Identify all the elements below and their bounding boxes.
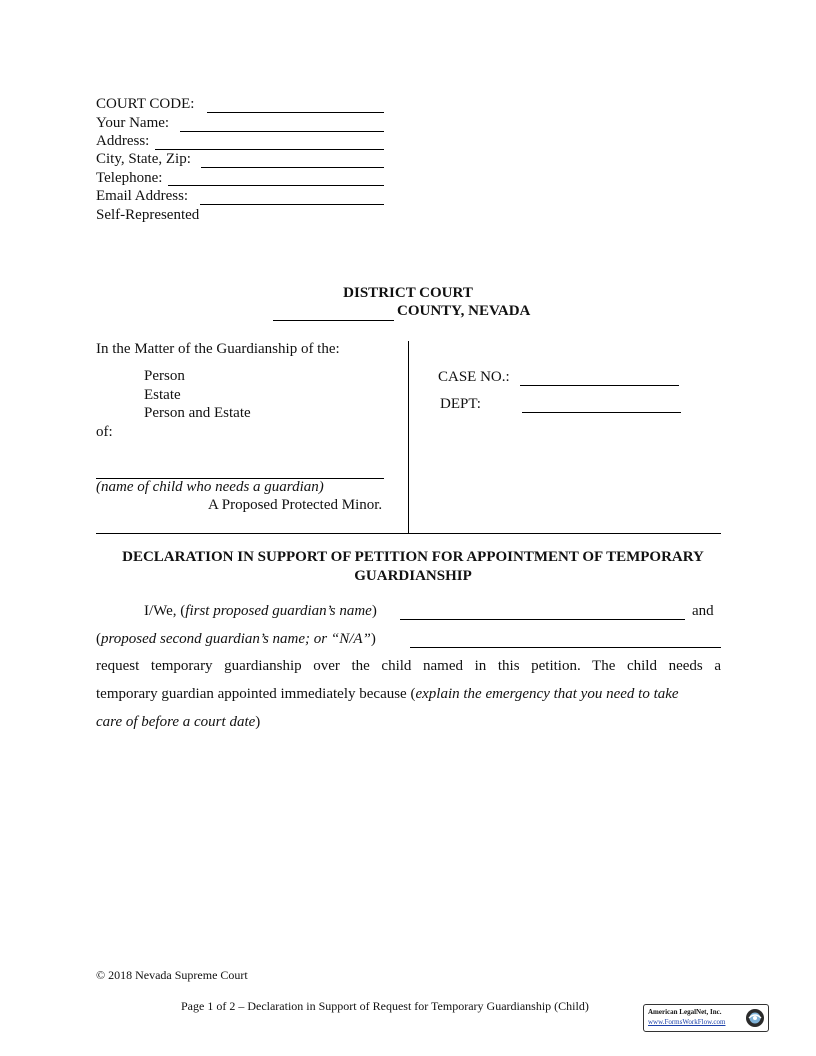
telephone-label: Telephone: (96, 170, 163, 186)
body-l1-prefix: I/We, ( (144, 603, 186, 619)
logo-line-1: American LegalNet, Inc. (648, 1008, 722, 1016)
caption-divider (408, 341, 409, 534)
body-l4-italic: explain the emergency that you need to take (415, 686, 679, 702)
telephone-line[interactable] (168, 185, 384, 186)
court-code-label: COURT CODE: (96, 96, 195, 112)
caption-bottom-rule (96, 533, 721, 534)
body-l5-close: ) (255, 714, 261, 730)
dept-label: DEPT: (440, 396, 481, 412)
first-guardian-line[interactable] (400, 619, 685, 620)
city-state-zip-label: City, State, Zip: (96, 151, 191, 167)
body-l2-italic: proposed second guardian’s name; or “N/A” (101, 631, 371, 647)
option-person[interactable]: Person (144, 368, 185, 384)
child-hint: (name of child who needs a guardian) (96, 479, 324, 495)
minor-label: A Proposed Protected Minor. (208, 497, 383, 513)
page-footer-text: Page 1 of 2 – Declaration in Support of Request for Temporary Guardianship (Child) (181, 999, 589, 1013)
body-line-1 (144, 603, 377, 620)
body-line-2 (96, 631, 376, 648)
county-label: COUNTY, NEVADA (397, 303, 531, 319)
document-title-line1: DECLARATION IN SUPPORT OF PETITION FOR APPOINTMENT OF TEMPORARY (122, 549, 704, 565)
matter-text: In the Matter of the Guardianship of the: (96, 341, 340, 357)
dept-line[interactable] (522, 412, 681, 413)
logo-line-2: www.FormsWorkFlow.com (648, 1018, 726, 1026)
county-name-line[interactable] (273, 320, 394, 321)
address-label: Address: (96, 133, 150, 149)
city-state-zip-line[interactable] (201, 167, 384, 168)
body-line-5 (96, 714, 260, 731)
court-code-line[interactable] (207, 112, 384, 113)
body-l2-open: ( (96, 631, 101, 647)
body-l1-and: and (692, 603, 714, 619)
option-estate[interactable]: Estate (144, 387, 181, 403)
legalnet-logo (643, 1004, 769, 1032)
document-title-line2: GUARDIANSHIP (354, 568, 472, 584)
self-represented-label: Self-Represented (96, 207, 200, 223)
body-l5-italic: care of before a court date (96, 714, 256, 730)
globe-icon (744, 1007, 766, 1029)
court-title: DISTRICT COURT (343, 285, 473, 301)
case-no-label: CASE NO.: (438, 369, 510, 385)
body-line-3: request temporary guardianship over the child named in this petition. The child needs a (96, 658, 721, 674)
document-title (96, 548, 730, 586)
body-l1-italic: first proposed guardian’s name (185, 603, 372, 619)
your-name-label: Your Name: (96, 115, 170, 131)
body-l4-prefix: temporary guardian appointed immediately because ( (96, 686, 416, 702)
copyright: © 2018 Nevada Supreme Court (96, 968, 248, 982)
of-label: of: (96, 424, 113, 440)
body-l2-close: ) (370, 631, 376, 647)
email-line[interactable] (200, 204, 384, 205)
option-person-and-estate[interactable]: Person and Estate (144, 405, 251, 421)
email-label: Email Address: (96, 188, 189, 204)
body-l1-suffix: ) (371, 603, 377, 619)
second-guardian-line[interactable] (410, 647, 721, 648)
case-no-line[interactable] (520, 385, 679, 386)
body-line-4 (96, 686, 679, 703)
your-name-line[interactable] (180, 131, 384, 132)
